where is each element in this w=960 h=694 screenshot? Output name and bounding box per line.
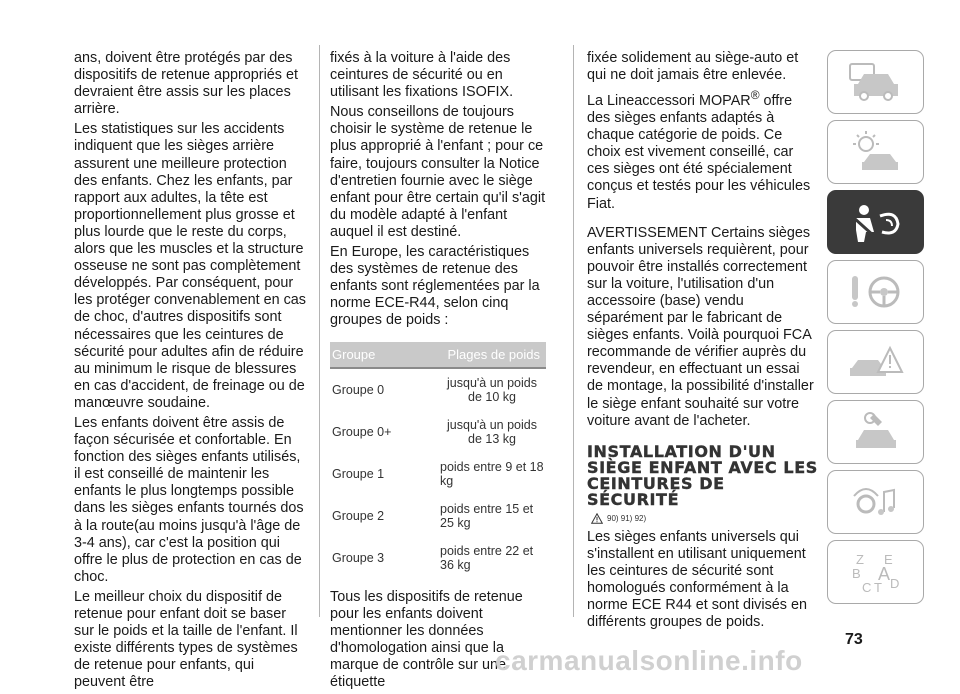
svg-text:C: C bbox=[861, 580, 871, 595]
paragraph: fixés à la voiture à l'aide des ceintures de sécurité ou en utilisant les fixations ISOFIX. bbox=[330, 50, 514, 101]
table-cell: poids entre 9 et 18 kg bbox=[440, 459, 544, 488]
table-row bbox=[330, 537, 546, 579]
car-dashboard-icon bbox=[844, 58, 908, 106]
starting-driving-icon bbox=[844, 268, 908, 316]
section-heading: INSTALLATION D'UN SIÈGE ENFANT AVEC LES CEINTURES DE SÉCURITÉ bbox=[587, 441, 818, 509]
table-cell: jusqu'à un poids de 13 kg bbox=[447, 417, 537, 446]
emergency-icon bbox=[844, 338, 908, 386]
paragraph: Tous les dispositifs de retenue pour les enfants doivent mentionner les données d'homologation ainsi que la marque de contrôle sur une étiquette bbox=[330, 588, 523, 690]
text-run: La Lineaccessori MOPAR bbox=[587, 92, 751, 109]
lights-sun-icon bbox=[844, 128, 908, 176]
tab-starting-driving[interactable] bbox=[827, 260, 924, 324]
table-row bbox=[330, 495, 546, 537]
column-divider bbox=[319, 45, 320, 617]
table-header-cell: Plages de poids bbox=[438, 342, 546, 368]
paragraph: ans, doivent être protégés par des dispositifs de retenue appropriés et devraient être assis sur les places arrière. bbox=[74, 50, 298, 118]
registered-mark: ® bbox=[750, 88, 760, 103]
index-letters-icon bbox=[844, 548, 908, 596]
weight-groups-table bbox=[330, 342, 546, 579]
tab-lights[interactable] bbox=[827, 120, 924, 184]
svg-text:Z: Z bbox=[855, 552, 864, 567]
table-cell: Groupe 2 bbox=[332, 508, 385, 523]
paragraph bbox=[587, 87, 819, 212]
text-column-2 bbox=[330, 50, 548, 694]
svg-text:T: T bbox=[873, 580, 882, 595]
table-row bbox=[330, 411, 546, 453]
table-header-cell: Groupe bbox=[330, 342, 438, 368]
warning-triangle-icon bbox=[591, 513, 603, 524]
paragraph: En Europe, les caractéristiques des systèmes de retenue des enfants sont réglementées par la norme ECE-R44, selon cinq groupes de poids : bbox=[330, 244, 540, 329]
multimedia-icon bbox=[844, 478, 908, 526]
table-header-row bbox=[330, 342, 546, 368]
text-run: offre des sièges enfants adaptés à chaque catégorie de poids. Ce choix est vivement conseillé, car ces sièges ont été spécialement conçus et testés pour les véhicules Fiat. bbox=[587, 92, 811, 212]
tab-car-dashboard[interactable] bbox=[827, 50, 924, 114]
table-cell: Groupe 0 bbox=[330, 368, 438, 411]
warning-refs-text: 90) 91) 92) bbox=[607, 513, 647, 523]
tab-maintenance[interactable] bbox=[827, 400, 924, 464]
table-cell: poids entre 15 et 25 kg bbox=[440, 501, 534, 530]
paragraph: Les sièges enfants universels qui s'installent en utilisant uniquement les ceintures de sécurité sont homologués conformément à la norme ECE R44 et sont divisés en différents groupes de poids. bbox=[587, 528, 807, 631]
table-cell: Groupe 1 bbox=[332, 466, 385, 481]
warning-paragraph: AVERTISSEMENT Certains sièges enfants universels requièrent, pour pouvoir être installés correctement sur la voiture, l'utilisation d'un accessoire (base) vendu séparément par le fabricant de sièges enfants. Voilà pourquoi FCA recommande de vérifier auprès du revendeur, en effectuant un essai de montage, la possibilité d'installer le siège enfant souhaité sur votre voiture avant de l'acheter. bbox=[587, 224, 814, 429]
watermark: carmanualsonline.info bbox=[495, 645, 803, 676]
paragraph: fixée solidement au siège-auto et qui ne doit jamais être enlevée. bbox=[587, 50, 799, 84]
text-column-3 bbox=[587, 50, 819, 634]
svg-text:E: E bbox=[883, 552, 893, 567]
paragraph: Les enfants doivent être assis de façon sécurisée et confortable. En fonction des sièges enfants utilisés, il est conseillé de maintenir les enfants le plus longtemps possible dans les sièges enfants tournés dos à la route(au moins jusqu'à l'âge de 3-4 ans), car c'est la position qui offre le plus de protection en cas de choc. bbox=[74, 414, 304, 585]
tab-multimedia[interactable] bbox=[827, 470, 924, 534]
table-cell: poids entre 22 et 36 kg bbox=[440, 543, 534, 572]
table-row bbox=[330, 368, 546, 411]
paragraph: Les statistiques sur les accidents indiquent que les sièges arrière assurent une meilleure protection des enfants. Chez les enfants, par rapport aux adultes, la tête est proportionnellement plus grosse et plus lourde que le reste du corps, alors que les muscles et la structure osseuse ne sont pas complètement développés. Par conséquent, pour les protéger convenablement en cas de choc, d'autres dispositifs sont nécessaires que les ceintures de sécurité pour adultes afin de réduire au minimum le risque de blessures en cas d'accident, de freinage ou de manœuvre soudaine. bbox=[74, 121, 306, 411]
svg-text:A: A bbox=[877, 564, 890, 584]
text-column-1 bbox=[74, 50, 306, 694]
tab-index[interactable] bbox=[827, 540, 924, 604]
tab-safety[interactable] bbox=[827, 190, 924, 254]
tab-emergency[interactable] bbox=[827, 330, 924, 394]
column-divider bbox=[573, 45, 574, 617]
table-cell: Groupe 3 bbox=[332, 550, 385, 565]
paragraph: Nous conseillons de toujours choisir le système de retenue le plus approprié à l'enfant ; pour ce faire, toujours consulter la Notice d'entretien fournie avec le siège enfant pour être certain qu'il s'agit du modèle adapté à l'enfant auquel il est destiné. bbox=[330, 104, 546, 240]
table-cell: Groupe 0+ bbox=[332, 424, 392, 439]
maintenance-icon bbox=[844, 408, 908, 456]
paragraph: Le meilleur choix du dispositif de retenue pour enfant doit se baser sur le poids et la taille de l'enfant. Il existe différents types de systèmes de retenue pour enfants, qui peuvent être bbox=[74, 588, 298, 691]
safety-airbag-icon bbox=[844, 198, 908, 246]
chapter-tabs bbox=[827, 50, 926, 610]
svg-text:B: B bbox=[851, 566, 861, 581]
svg-text:D: D bbox=[889, 576, 899, 591]
table-cell: jusqu'à un poids de 10 kg bbox=[438, 368, 546, 411]
table-row bbox=[330, 453, 546, 495]
page-number: 73 bbox=[845, 631, 863, 648]
warning-reference bbox=[591, 510, 819, 527]
